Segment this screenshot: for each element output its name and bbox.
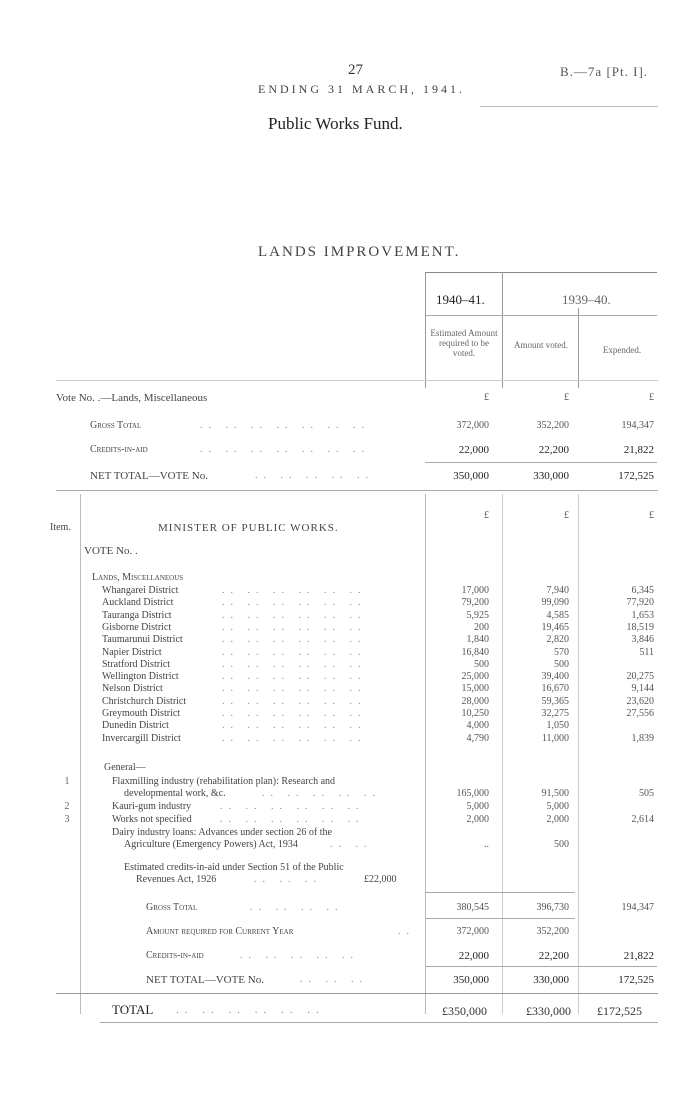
district-estimated: 1,840 <box>466 634 489 645</box>
district-name: Nelson District <box>102 683 163 694</box>
general-item-line: Works not specified <box>112 814 192 825</box>
section-divider <box>56 993 658 994</box>
currency-symbol: £ <box>649 510 654 521</box>
detail-net-voted: 330,000 <box>533 974 569 986</box>
summary-net-voted: 330,000 <box>533 470 569 482</box>
general-heading: General— <box>104 762 146 773</box>
leader-dots: .. .. .. .. .. .. <box>222 696 367 707</box>
item-column-header: Item. <box>50 522 71 533</box>
expended-header: Expended. <box>602 345 642 355</box>
period-heading: ENDING 31 MARCH, 1941. <box>258 82 465 96</box>
leader-dots: .. .. .. .. .. .. <box>222 610 367 621</box>
column-divider <box>425 272 426 388</box>
district-voted: 570 <box>554 647 569 658</box>
leader-dots: .. .. <box>330 839 373 850</box>
section-divider <box>56 490 658 491</box>
gross-total-label: Gross Total <box>90 420 142 431</box>
detail-gross-expended: 194,347 <box>621 902 654 913</box>
district-name: Auckland District <box>102 597 174 608</box>
summary-gross-voted: 352,200 <box>536 420 569 431</box>
district-voted: 7,940 <box>546 585 569 596</box>
district-expended: 18,519 <box>626 622 654 633</box>
district-voted: 2,820 <box>546 634 569 645</box>
credits-note: Revenues Act, 1926 <box>136 874 217 885</box>
leader-dots: .. .. .. .. .. .. .. <box>200 444 370 455</box>
district-name: Greymouth District <box>102 708 181 719</box>
summary-net-expended: 172,525 <box>618 470 654 482</box>
district-name: Christchurch District <box>102 696 187 707</box>
ministry-heading: MINISTER OF PUBLIC WORKS. <box>158 522 339 534</box>
column-divider <box>578 494 579 1014</box>
year-current-header: 1940–41. <box>436 292 485 307</box>
fund-title: Public Works Fund. <box>268 114 403 133</box>
current-year-estimated: 372,000 <box>456 926 489 937</box>
district-name: Tauranga District <box>102 610 172 621</box>
leader-dots: .. .. .. .. .. .. .. <box>200 420 370 431</box>
district-estimated: 79,200 <box>461 597 489 608</box>
currency-symbol: £ <box>564 392 569 403</box>
general-estimated: .. <box>484 839 489 850</box>
district-estimated: 10,250 <box>461 708 489 719</box>
district-voted: 39,400 <box>541 671 569 682</box>
district-expended: 1,839 <box>631 733 654 744</box>
district-expended: 20,275 <box>626 671 654 682</box>
current-year-voted: 352,200 <box>536 926 569 937</box>
credits-in-aid-label: Credits-in-aid <box>90 444 148 455</box>
leader-dots: .. .. .. .. .. .. <box>220 814 365 825</box>
leader-dots: .. .. .. .. .. .. <box>222 671 367 682</box>
leader-dots: .. .. .. .. .. .. <box>222 647 367 658</box>
leader-dots: .. .. .. .. .. <box>262 788 381 799</box>
general-voted: 2,000 <box>546 814 569 825</box>
header-rule <box>480 106 658 107</box>
district-voted: 99,090 <box>541 597 569 608</box>
document-reference: B.—7a [Pt. I]. <box>560 64 649 79</box>
subtotal-rule <box>425 918 575 919</box>
general-estimated: 5,000 <box>466 801 489 812</box>
district-estimated: 5,925 <box>466 610 489 621</box>
leader-dots: .. .. .. .. .. .. <box>222 659 367 670</box>
leader-dots: .. .. .. .. .. .. <box>222 708 367 719</box>
district-estimated: 25,000 <box>461 671 489 682</box>
general-item-line: Kauri-gum industry <box>112 801 192 812</box>
voted-header: Amount voted. <box>514 340 568 350</box>
district-name: Napier District <box>102 647 162 658</box>
general-estimated: 165,000 <box>456 788 489 799</box>
district-expended: 511 <box>639 647 654 658</box>
district-voted: 4,585 <box>546 610 569 621</box>
item-number: 3 <box>64 814 70 825</box>
leader-dots: .. .. .. .. .. .. <box>222 733 367 744</box>
leader-dots: .. .. .. .. .. .. <box>222 585 367 596</box>
district-voted: 11,000 <box>541 733 569 744</box>
net-total-label: NET TOTAL—VOTE No. <box>146 974 264 986</box>
district-voted: 19,465 <box>541 622 569 633</box>
leader-dots: .. .. .. .. .. <box>255 470 374 481</box>
district-name: Invercargill District <box>102 733 181 744</box>
detail-gross-voted: 396,730 <box>536 902 569 913</box>
general-estimated: 2,000 <box>466 814 489 825</box>
leader-dots: .. .. .. <box>254 874 322 885</box>
district-name: Stratford District <box>102 659 171 670</box>
grand-total-expended: £172,525 <box>597 1004 642 1018</box>
leader-dots: .. <box>398 926 415 937</box>
leader-dots: .. .. .. .. .. .. <box>222 720 367 731</box>
district-voted: 32,275 <box>541 708 569 719</box>
district-name: Dunedin District <box>102 720 169 731</box>
grand-total-label: TOTAL <box>112 1002 154 1017</box>
district-expended: 23,620 <box>626 696 654 707</box>
detail-net-expended: 172,525 <box>618 974 654 986</box>
district-voted: 59,365 <box>541 696 569 707</box>
credits-in-aid-label: Credits-in-aid <box>146 950 204 961</box>
summary-gross-expended: 194,347 <box>621 420 654 431</box>
header-bottom-rule <box>56 380 658 381</box>
page-number: 27 <box>348 62 363 78</box>
district-voted: 16,670 <box>541 683 569 694</box>
detail-credits-expended: 21,822 <box>623 950 654 962</box>
bottom-rule <box>100 1022 658 1023</box>
district-name: Whangarei District <box>102 585 179 596</box>
district-expended: 77,920 <box>626 597 654 608</box>
general-expended: 505 <box>639 788 654 799</box>
item-number: 2 <box>64 801 70 812</box>
district-name: Taumarunui District <box>102 634 183 645</box>
district-estimated: 500 <box>474 659 489 670</box>
detail-credits-voted: 22,200 <box>538 950 569 962</box>
subtotal-rule <box>425 966 657 967</box>
subtotal-rule <box>425 462 657 463</box>
district-expended: 3,846 <box>631 634 654 645</box>
district-estimated: 16,840 <box>461 647 489 658</box>
gross-total-label: Gross Total <box>146 902 198 913</box>
general-voted: 91,500 <box>541 788 569 799</box>
column-divider <box>502 494 503 1014</box>
general-item-line: Agriculture (Emergency Powers) Act, 1934 <box>124 839 298 850</box>
net-total-label: NET TOTAL—VOTE No. <box>90 470 208 482</box>
estimated-header: Estimated Amount required to be voted. <box>430 328 498 358</box>
general-expended: 2,614 <box>631 814 654 825</box>
item-number: 1 <box>64 776 70 787</box>
summary-net-estimated: 350,000 <box>453 470 489 482</box>
general-voted: 500 <box>554 839 569 850</box>
subtotal-rule <box>425 892 575 893</box>
district-estimated: 4,000 <box>466 720 489 731</box>
credits-note: Estimated credits-in-aid under Section 51 of the Public <box>124 862 344 873</box>
grand-total-voted: £330,000 <box>526 1004 571 1018</box>
leader-dots: .. .. .. .. .. .. <box>222 597 367 608</box>
general-item-line: developmental work, &c. <box>124 788 226 799</box>
vote-label: Vote No. .—Lands, Miscellaneous <box>56 392 208 404</box>
district-name: Gisborne District <box>102 622 172 633</box>
district-voted: 1,050 <box>546 720 569 731</box>
detail-net-estimated: 350,000 <box>453 974 489 986</box>
group-label: Lands, Miscellaneous <box>92 572 184 583</box>
leader-dots: .. .. .. .. .. .. <box>222 622 367 633</box>
grand-total-estimated: £350,000 <box>442 1004 487 1018</box>
vote-number: VOTE No. . <box>84 545 138 557</box>
general-voted: 5,000 <box>546 801 569 812</box>
district-expended: 1,653 <box>631 610 654 621</box>
currency-symbol: £ <box>484 510 489 521</box>
district-estimated: 4,790 <box>466 733 489 744</box>
leader-dots: .. .. .. .. .. .. <box>220 801 365 812</box>
credits-note-amount: £22,000 <box>364 874 397 885</box>
summary-gross-estimated: 372,000 <box>456 420 489 431</box>
detail-credits-estimated: 22,000 <box>458 950 489 962</box>
district-estimated: 17,000 <box>461 585 489 596</box>
detail-gross-estimated: 380,545 <box>456 902 489 913</box>
column-divider <box>502 272 503 388</box>
district-expended: 27,556 <box>626 708 654 719</box>
district-estimated: 200 <box>474 622 489 633</box>
leader-dots: .. .. .. .. <box>250 902 344 913</box>
year-previous-header: 1939–40. <box>562 292 611 307</box>
column-divider <box>578 308 579 388</box>
year-header-rule <box>425 315 657 316</box>
district-expended: 6,345 <box>631 585 654 596</box>
currency-symbol: £ <box>564 510 569 521</box>
summary-credits-estimated: 22,000 <box>458 444 489 456</box>
district-name: Wellington District <box>102 671 179 682</box>
leader-dots: .. .. .. <box>300 974 368 985</box>
district-estimated: 15,000 <box>461 683 489 694</box>
district-estimated: 28,000 <box>461 696 489 707</box>
leader-dots: .. .. .. .. .. .. <box>176 1004 325 1016</box>
general-item-line: Dairy industry loans: Advances under section 26 of the <box>112 827 332 838</box>
general-item-line: Flaxmilling industry (rehabilitation plan): Research and <box>112 776 336 787</box>
current-year-label: Amount required for Current Year <box>146 926 294 937</box>
district-voted: 500 <box>554 659 569 670</box>
summary-credits-voted: 22,200 <box>538 444 569 456</box>
leader-dots: .. .. .. .. .. <box>240 950 359 961</box>
item-column-divider <box>80 494 81 1014</box>
section-title: LANDS IMPROVEMENT. <box>258 244 461 260</box>
district-expended: 9,144 <box>631 683 654 694</box>
currency-symbol: £ <box>649 392 654 403</box>
leader-dots: .. .. .. .. .. .. <box>222 683 367 694</box>
currency-symbol: £ <box>484 392 489 403</box>
summary-credits-expended: 21,822 <box>623 444 654 456</box>
table-top-rule <box>425 272 657 273</box>
leader-dots: .. .. .. .. .. .. <box>222 634 367 645</box>
